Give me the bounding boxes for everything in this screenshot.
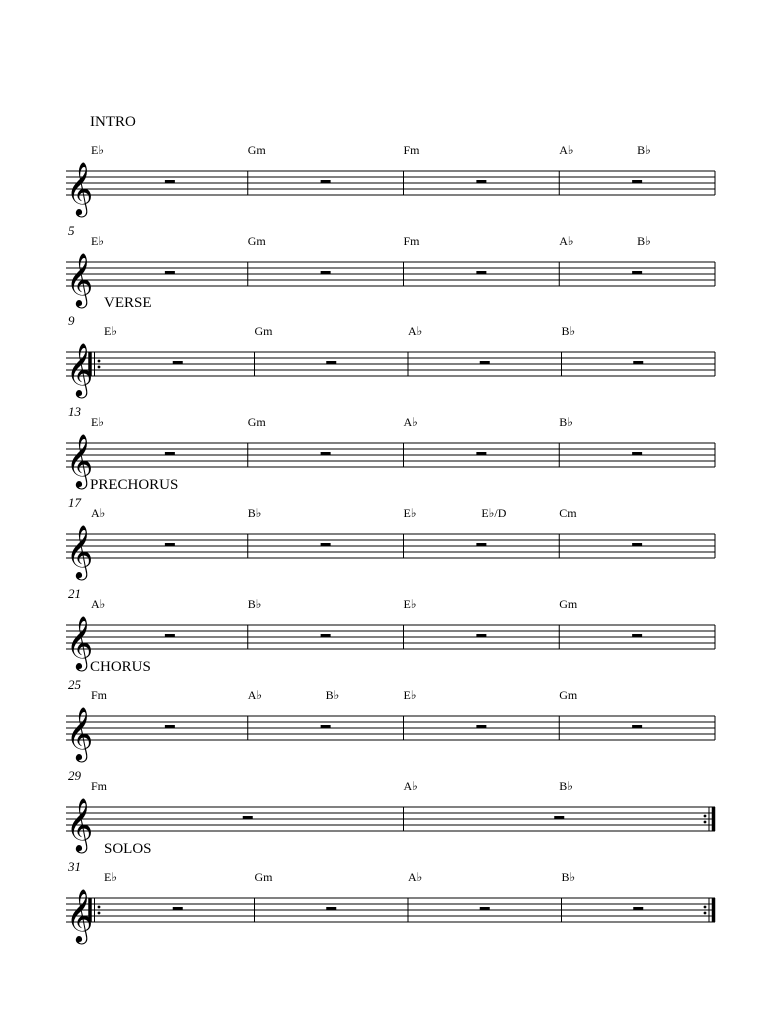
chord-symbol: A♭ [408, 324, 423, 338]
chord-symbol: B♭ [637, 143, 651, 157]
chord-symbol: Fm [91, 779, 108, 793]
whole-rest-icon [476, 180, 486, 183]
chord-symbol: B♭ [247, 506, 262, 520]
measure-number: 25 [68, 677, 81, 692]
chord-symbol: B♭ [325, 688, 340, 702]
measure-number: 5 [68, 223, 75, 238]
repeat-dot [98, 366, 101, 369]
whole-rest-icon [165, 725, 175, 728]
chord-symbol: Cm [559, 506, 577, 520]
section-label: CHORUS [90, 659, 151, 675]
treble-clef-icon: 𝄞 [66, 524, 94, 578]
chord-symbol: E♭ [91, 234, 104, 248]
chord-symbol: A♭ [403, 415, 418, 429]
whole-rest-icon [632, 634, 642, 637]
whole-rest-icon [326, 361, 336, 364]
chord-symbol: E♭ [403, 597, 417, 611]
chord-symbol: E♭ [403, 688, 417, 702]
repeat-dot [98, 360, 101, 363]
whole-rest-icon [173, 361, 183, 364]
chord-symbol: Fm [91, 688, 108, 702]
section-label: PRECHORUS [90, 477, 179, 493]
chord-symbol: A♭ [559, 234, 574, 248]
whole-rest-icon [165, 271, 175, 274]
whole-rest-icon [633, 907, 643, 910]
section-label: INTRO [90, 114, 136, 130]
whole-rest-icon [476, 271, 486, 274]
chord-symbol: B♭ [247, 597, 262, 611]
whole-rest-icon [243, 816, 253, 819]
repeat-dot [704, 906, 707, 909]
chord-symbol: A♭ [91, 506, 106, 520]
treble-clef-icon: 𝄞 [66, 342, 94, 396]
treble-clef-icon: 𝄞 [66, 615, 94, 669]
chord-symbol: B♭ [561, 324, 576, 338]
chord-symbol: Gm [254, 870, 273, 884]
repeat-dot [704, 912, 707, 915]
chord-symbol: E♭ [104, 870, 117, 884]
chord-symbol: E♭ [91, 143, 104, 157]
whole-rest-icon [554, 816, 564, 819]
whole-rest-icon [476, 543, 486, 546]
whole-rest-icon [321, 180, 331, 183]
treble-clef-icon: 𝄞 [66, 797, 94, 851]
measure-number: 17 [68, 495, 81, 510]
repeat-dot [98, 906, 101, 909]
treble-clef-icon: 𝄞 [66, 252, 94, 306]
section-label: VERSE [104, 295, 152, 311]
whole-rest-icon [632, 180, 642, 183]
chord-symbol: Gm [247, 234, 266, 248]
chord-symbol: A♭ [559, 143, 574, 157]
chord-symbol: A♭ [408, 870, 423, 884]
whole-rest-icon [165, 634, 175, 637]
repeat-dot [704, 821, 707, 824]
chord-symbol: Fm [403, 234, 420, 248]
whole-rest-icon [632, 725, 642, 728]
repeat-dot [704, 815, 707, 818]
chord-symbol: E♭ [403, 506, 417, 520]
chord-symbol: B♭ [559, 779, 573, 793]
whole-rest-icon [321, 543, 331, 546]
whole-rest-icon [476, 725, 486, 728]
chord-symbol: B♭ [637, 234, 651, 248]
whole-rest-icon [633, 361, 643, 364]
chord-symbol: Gm [247, 143, 266, 157]
chord-symbol: B♭ [559, 415, 573, 429]
section-label: SOLOS [104, 841, 152, 857]
whole-rest-icon [321, 452, 331, 455]
chord-symbol: Gm [559, 597, 578, 611]
chord-symbol: Fm [403, 143, 420, 157]
whole-rest-icon [632, 452, 642, 455]
whole-rest-icon [632, 543, 642, 546]
treble-clef-icon: 𝄞 [66, 433, 94, 487]
measure-number: 31 [68, 859, 81, 874]
measure-number: 13 [68, 404, 81, 419]
whole-rest-icon [632, 271, 642, 274]
measure-number: 21 [68, 586, 81, 601]
chord-symbol: E♭/D [481, 506, 507, 520]
chord-symbol: Gm [559, 688, 578, 702]
chord-symbol: E♭ [91, 415, 104, 429]
whole-rest-icon [165, 452, 175, 455]
whole-rest-icon [321, 634, 331, 637]
whole-rest-icon [165, 543, 175, 546]
whole-rest-icon [476, 452, 486, 455]
chord-symbol: B♭ [561, 870, 576, 884]
whole-rest-icon [476, 634, 486, 637]
repeat-dot [98, 912, 101, 915]
whole-rest-icon [480, 361, 490, 364]
treble-clef-icon: 𝄞 [66, 706, 94, 760]
whole-rest-icon [165, 180, 175, 183]
chord-symbol: A♭ [403, 779, 418, 793]
chord-symbol: Gm [247, 415, 266, 429]
chord-symbol: A♭ [91, 597, 106, 611]
whole-rest-icon [326, 907, 336, 910]
measure-number: 29 [68, 768, 81, 783]
treble-clef-icon: 𝄞 [66, 161, 94, 215]
whole-rest-icon [173, 907, 183, 910]
treble-clef-icon: 𝄞 [66, 888, 94, 942]
chord-symbol: E♭ [104, 324, 117, 338]
whole-rest-icon [321, 725, 331, 728]
whole-rest-icon [321, 271, 331, 274]
whole-rest-icon [480, 907, 490, 910]
chord-symbol: Gm [254, 324, 273, 338]
measure-number: 9 [68, 313, 75, 328]
chord-symbol: A♭ [247, 688, 263, 702]
